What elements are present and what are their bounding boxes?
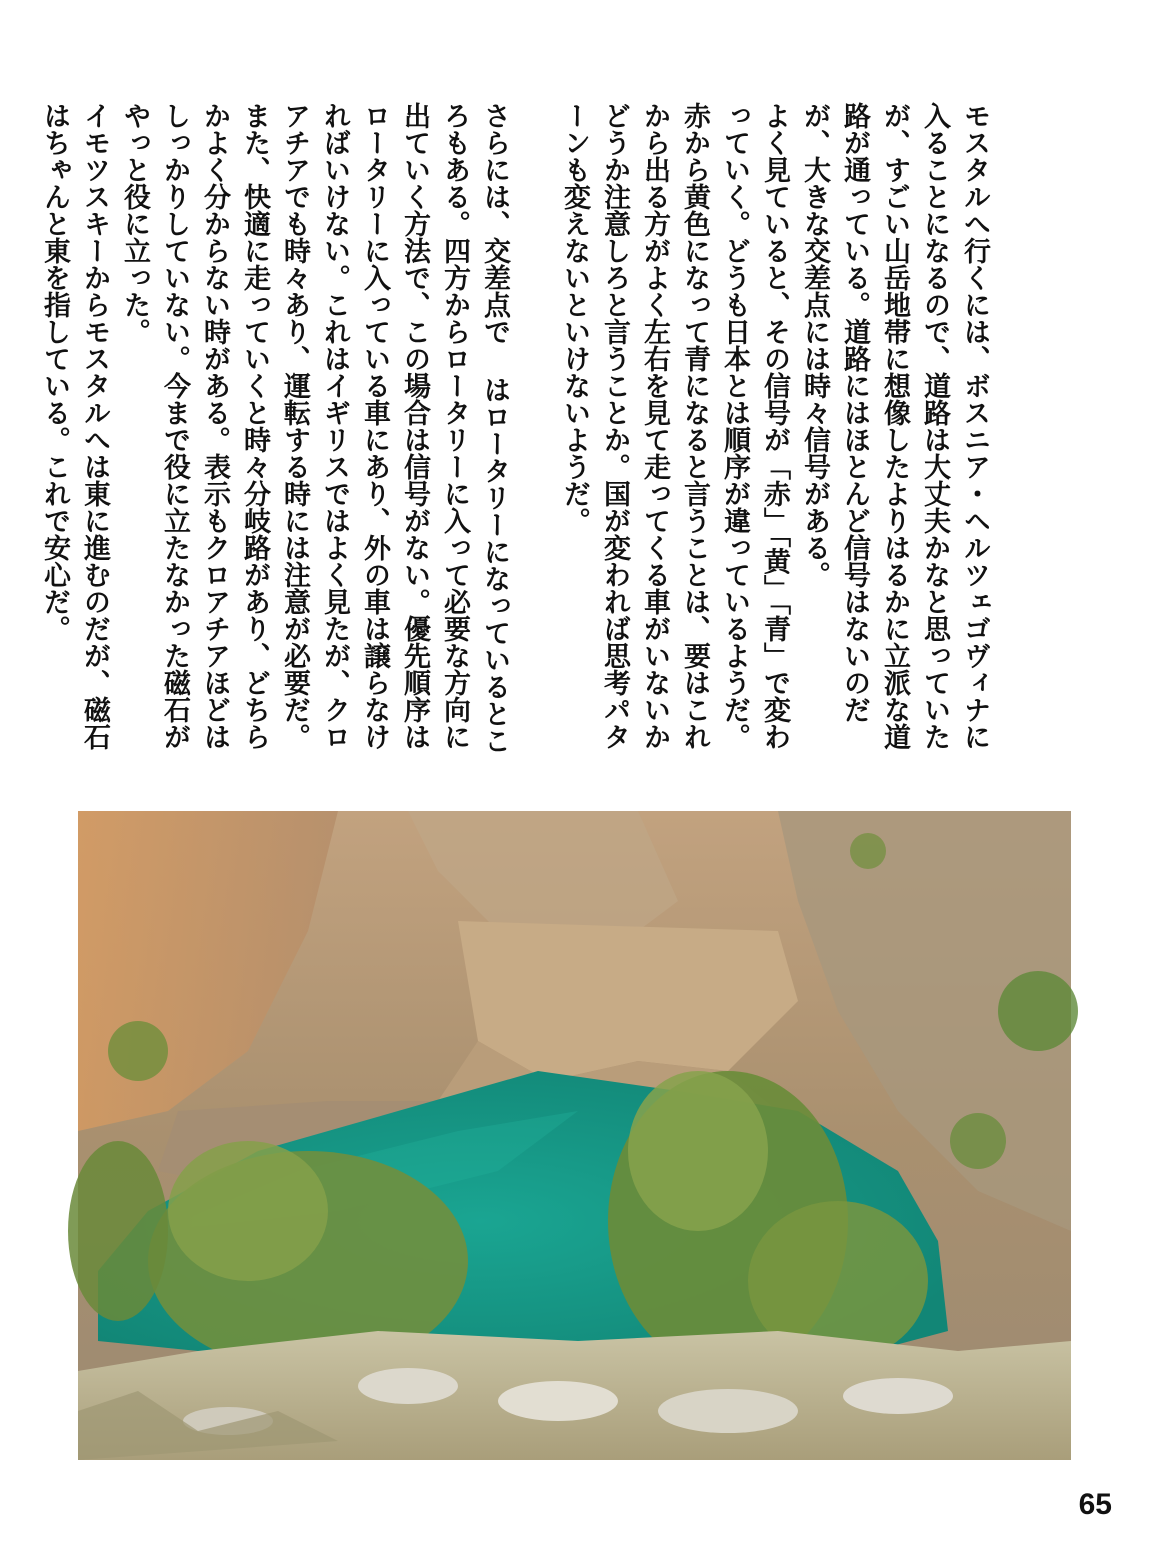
paragraph-3: さらには、交差点で はロータリーになっているところもある。四方からロータリーに入って必要な方向に出ていく方法で、この場合は信号がない。優先順序はロータリーに入っている車にあり、外の車は譲らなければいけない。これはイギリスではよく見たが、クロアチアでも時々あり、運転する時には注意が必要だ。 — [279, 102, 510, 754]
page-number: 65 — [1078, 1488, 1112, 1521]
paragraph-spacer — [514, 102, 554, 762]
paragraph-4: また、快適に走っていくと時々分岐路があり、どちらかよく分からない時がある。表示もクロアチアほどはしっかりしていない。今まで役に立たなかった磁石がやっと役に立った。 — [119, 102, 270, 750]
paragraph-1: モスタルへ行くには、ボスニア・ヘルツェゴヴィナに入ることになるので、道路は大丈夫かなと思っていたが、すごい山岳地帯に想像したよりはるかに立派な道路が通っている。道路にはほとんど信号はないのだが、大きな交差点には時々信号がある。 — [799, 102, 990, 750]
lake-photo-illustration — [78, 811, 1071, 1460]
paragraph-2: よく見ていると、その信号が「赤」「黄」「青」で変わっていく。どうも日本とは順序が違っているようだ。赤から黄色になって青になると言うことは、要はこれから出る方がよく左右を見て走ってくる車がいないかどうか注意しろと言うことか。国が変われば思考パターンも変えないといけないようだ。 — [559, 102, 790, 750]
lake-photo — [78, 811, 1071, 1460]
paragraph-5: イモツスキーからモスタルへは東に進むのだが、磁石はちゃんと東を指している。これで安心だ。 — [39, 102, 110, 750]
article-text — [39, 102, 994, 762]
